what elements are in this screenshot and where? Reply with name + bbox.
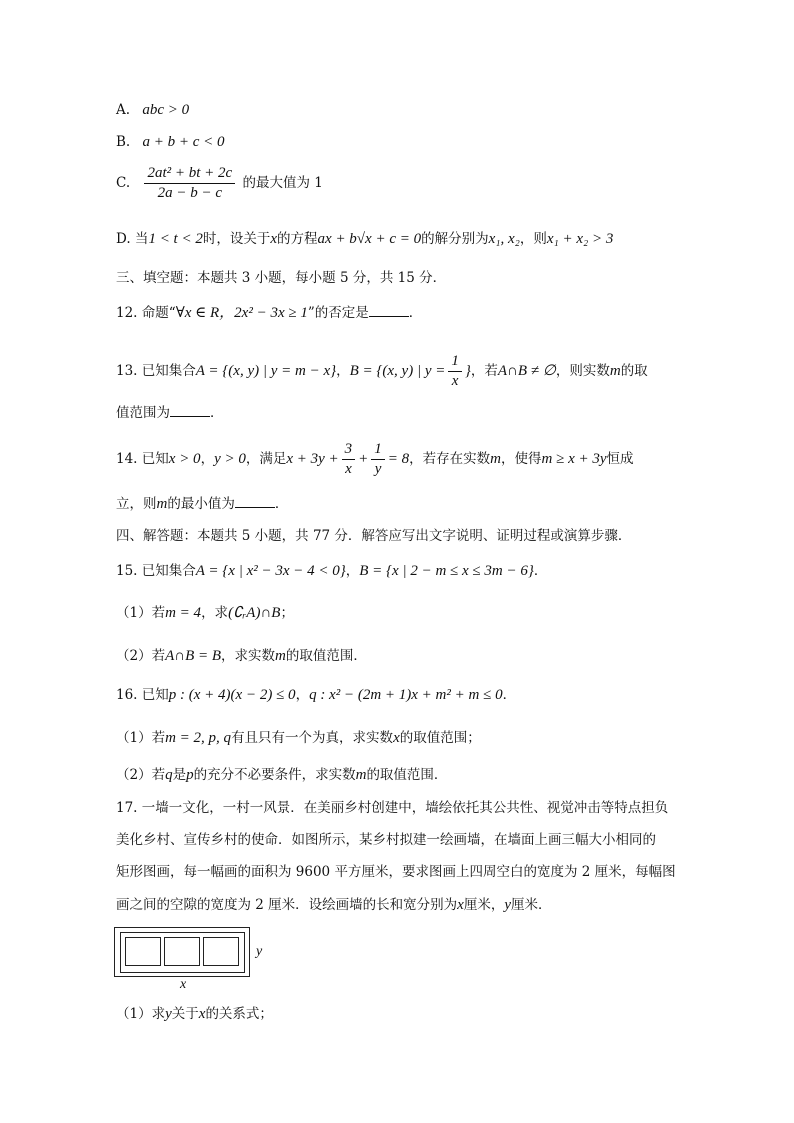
question-text: 已知 [141,450,169,467]
question-16-part-2 [116,766,447,786]
punctuation: ． [533,563,548,579]
punctuation: ． [502,687,517,703]
math-expr: ∀x ∈ R，2x² − 3x ≥ 1 [175,305,308,321]
option-c [116,164,323,203]
math-var: x [270,231,278,247]
answer-blank[interactable] [235,495,275,508]
punctuation: ； [280,605,294,621]
math-expr: y > 0 [214,450,246,467]
option-label: B. [116,134,131,150]
question-number: 13. [116,362,138,379]
math-expr: x₁ + x₂ > 3 [546,231,614,247]
fraction-numerator: 3 [342,440,356,460]
question-text: 厘米． [511,897,552,913]
math-expr: 1 < t < 2 [148,231,203,247]
question-number: 14. [116,450,138,467]
math-expr: a + b + c < 0 [142,134,225,150]
math-var: y [165,1006,172,1022]
option-d [116,230,613,250]
math-var: x [457,897,464,913]
painting-2 [164,937,200,966]
punctuation: ． [210,405,224,421]
question-text: 的最小值为 [167,496,235,512]
question-text: 的取值范围． [285,648,367,664]
question-text: 已知集合 [141,362,196,379]
question-16-part-1 [116,729,481,749]
question-text: 是 [172,767,187,783]
question-text: 的取值范围． [366,767,448,783]
question-text: 的取 [620,362,648,379]
math-expr: x + 3y + [286,450,339,467]
math-var: p [186,767,194,783]
punctuation: ， [336,362,350,379]
question-text: ，使得 [501,450,542,467]
question-text: ，若 [470,362,498,379]
punctuation: ， [200,450,215,467]
math-expr: B = {x | 2 − m ≤ x ≤ 3m − 6} [359,563,534,579]
question-17-line-1: 17. 一墙一文化，一村一风景．在美丽乡村创建中，墙绘依托其公共性、视觉冲击等特点担负 [116,800,669,816]
question-text: （1）若 [116,730,166,746]
math-expr: p : (x + 4)(x − 2) ≤ 0 [168,687,296,703]
option-b [116,133,225,153]
question-text: 的关系式； [205,1006,273,1022]
wall-width-label: x [180,977,187,992]
question-number: 15. [116,563,138,579]
math-expr: m ≥ x + 3y [541,450,607,467]
math-expr: m = 4 [165,605,202,621]
question-14-cont [116,495,288,515]
question-text: 关于 [171,1006,199,1022]
fraction-numerator: 1 [448,352,462,372]
question-13-cont [116,404,224,423]
option-a [116,101,189,121]
fraction [144,164,235,203]
math-expr: = 8 [387,450,410,467]
math-expr: B = {(x, y) | y = [349,362,446,379]
question-17-line-3: 矩形图画，每一幅画的面积为 9600 平方厘米，要求图画上四周空白的宽度为 2 厘米，每幅图 [116,864,676,880]
question-text: ，求 [201,605,229,621]
fraction [448,352,462,391]
fraction-numerator: 2at² + bt + 2c [144,164,235,184]
question-text: ，则实数 [555,362,610,379]
math-var: m [355,767,367,783]
painting-3 [203,937,239,966]
fraction-denominator: y [374,460,382,477]
math-expr: + [358,450,369,467]
answer-blank[interactable] [170,404,210,417]
painting-1 [125,937,161,966]
math-expr: ax + b√x + c = 0 [317,231,422,247]
math-expr: A = {(x, y) | y = m − x} [195,362,337,379]
math-var: m [490,450,501,467]
question-text: （2）若 [116,648,166,664]
question-17-line-2: 美化乡村、宣传乡村的使命．如图所示，某乡村拟建一绘画墙，在墙面上画三幅大小相同的 [116,832,656,848]
question-text: 立，则 [116,496,157,512]
question-text: ”的否定是 [307,305,369,321]
math-var: x [198,1006,206,1022]
question-text: （1）若 [116,605,166,621]
punctuation: ． [408,305,423,321]
wall-figure [114,927,250,977]
question-text: 恒成 [606,450,634,467]
math-expr: x₁, x₂ [488,231,520,247]
math-var: m [156,496,168,512]
question-text: 的充分不必要条件，求实数 [193,767,356,783]
question-12 [116,304,422,324]
question-text: ，满足 [245,450,287,467]
wall-height-label: y [256,944,263,959]
question-text: 值范围为 [116,405,170,421]
section-heading-solve: 四、解答题：本题共 5 小题，共 77 分．解答应写出文字说明、证明过程或演算步骤． [116,528,632,544]
question-15 [116,562,547,582]
question-17-part-1 [116,1005,273,1025]
question-text: 厘米， [463,897,505,913]
question-number: 12. [116,305,138,321]
question-17-line-4 [116,896,552,916]
math-var: y [504,897,512,913]
punctuation: ， [345,563,360,579]
question-text: 已知 [141,687,169,703]
question-text: ，求实数 [221,648,276,664]
math-expr: A = {x | x² − 3x − 4 < 0} [195,563,346,579]
fraction-denominator: x [345,460,352,477]
math-var: m [609,362,621,379]
question-text: 命题“ [141,305,176,321]
math-expr: x > 0 [168,450,201,467]
fraction [371,440,385,479]
question-text: （2）若 [116,767,166,783]
option-label: C. [116,174,131,191]
question-text: 已知集合 [141,563,196,579]
math-expr: abc > 0 [142,102,190,118]
question-text: 有且只有一个为真，求实数 [231,730,394,746]
question-text: ，若存在实数 [409,450,491,467]
math-expr: q : x² − (2m + 1)x + m² + m ≤ 0 [309,687,503,703]
math-expr: (∁ᵣA)∩B [228,605,281,621]
fraction-denominator: 2a − b − c [157,184,222,201]
section-heading-fill: 三、填空题：本题共 3 小题，每小题 5 分，共 15 分． [116,270,447,286]
option-text: ，则 [519,231,547,247]
question-text: （1）求 [116,1006,166,1022]
question-text: 画之间的空隙的宽度为 2 厘米．设绘画墙的长和宽分别为 [116,897,458,913]
question-14 [116,440,634,479]
question-13 [116,352,648,391]
math-expr: m = 2, p, q [165,730,232,746]
wall-border [120,932,245,973]
math-var: q [165,767,173,783]
fraction-numerator: 1 [371,440,385,460]
math-var: x [393,730,400,746]
math-expr: } [464,362,471,379]
option-label: A. [116,102,131,118]
option-text: 时，设关于 [202,231,271,247]
question-number: 16. [116,687,138,703]
math-var: m [275,648,286,664]
option-text: 的最大值为 1 [242,174,323,191]
fraction [342,440,356,479]
answer-blank[interactable] [369,304,409,317]
math-expr: A∩B ≠ ∅ [497,362,556,379]
math-expr: A∩B = B [165,648,222,664]
question-16 [116,686,516,706]
question-15-part-2 [116,647,367,667]
option-text: D. 当 [116,231,149,247]
question-text: 的取值范围； [399,730,481,746]
option-text: 的解分别为 [421,231,489,247]
punctuation: ． [274,496,289,512]
option-text: 的方程 [277,231,318,247]
fraction-denominator: x [451,372,459,389]
question-15-part-1 [116,604,294,624]
punctuation: ， [295,687,310,703]
